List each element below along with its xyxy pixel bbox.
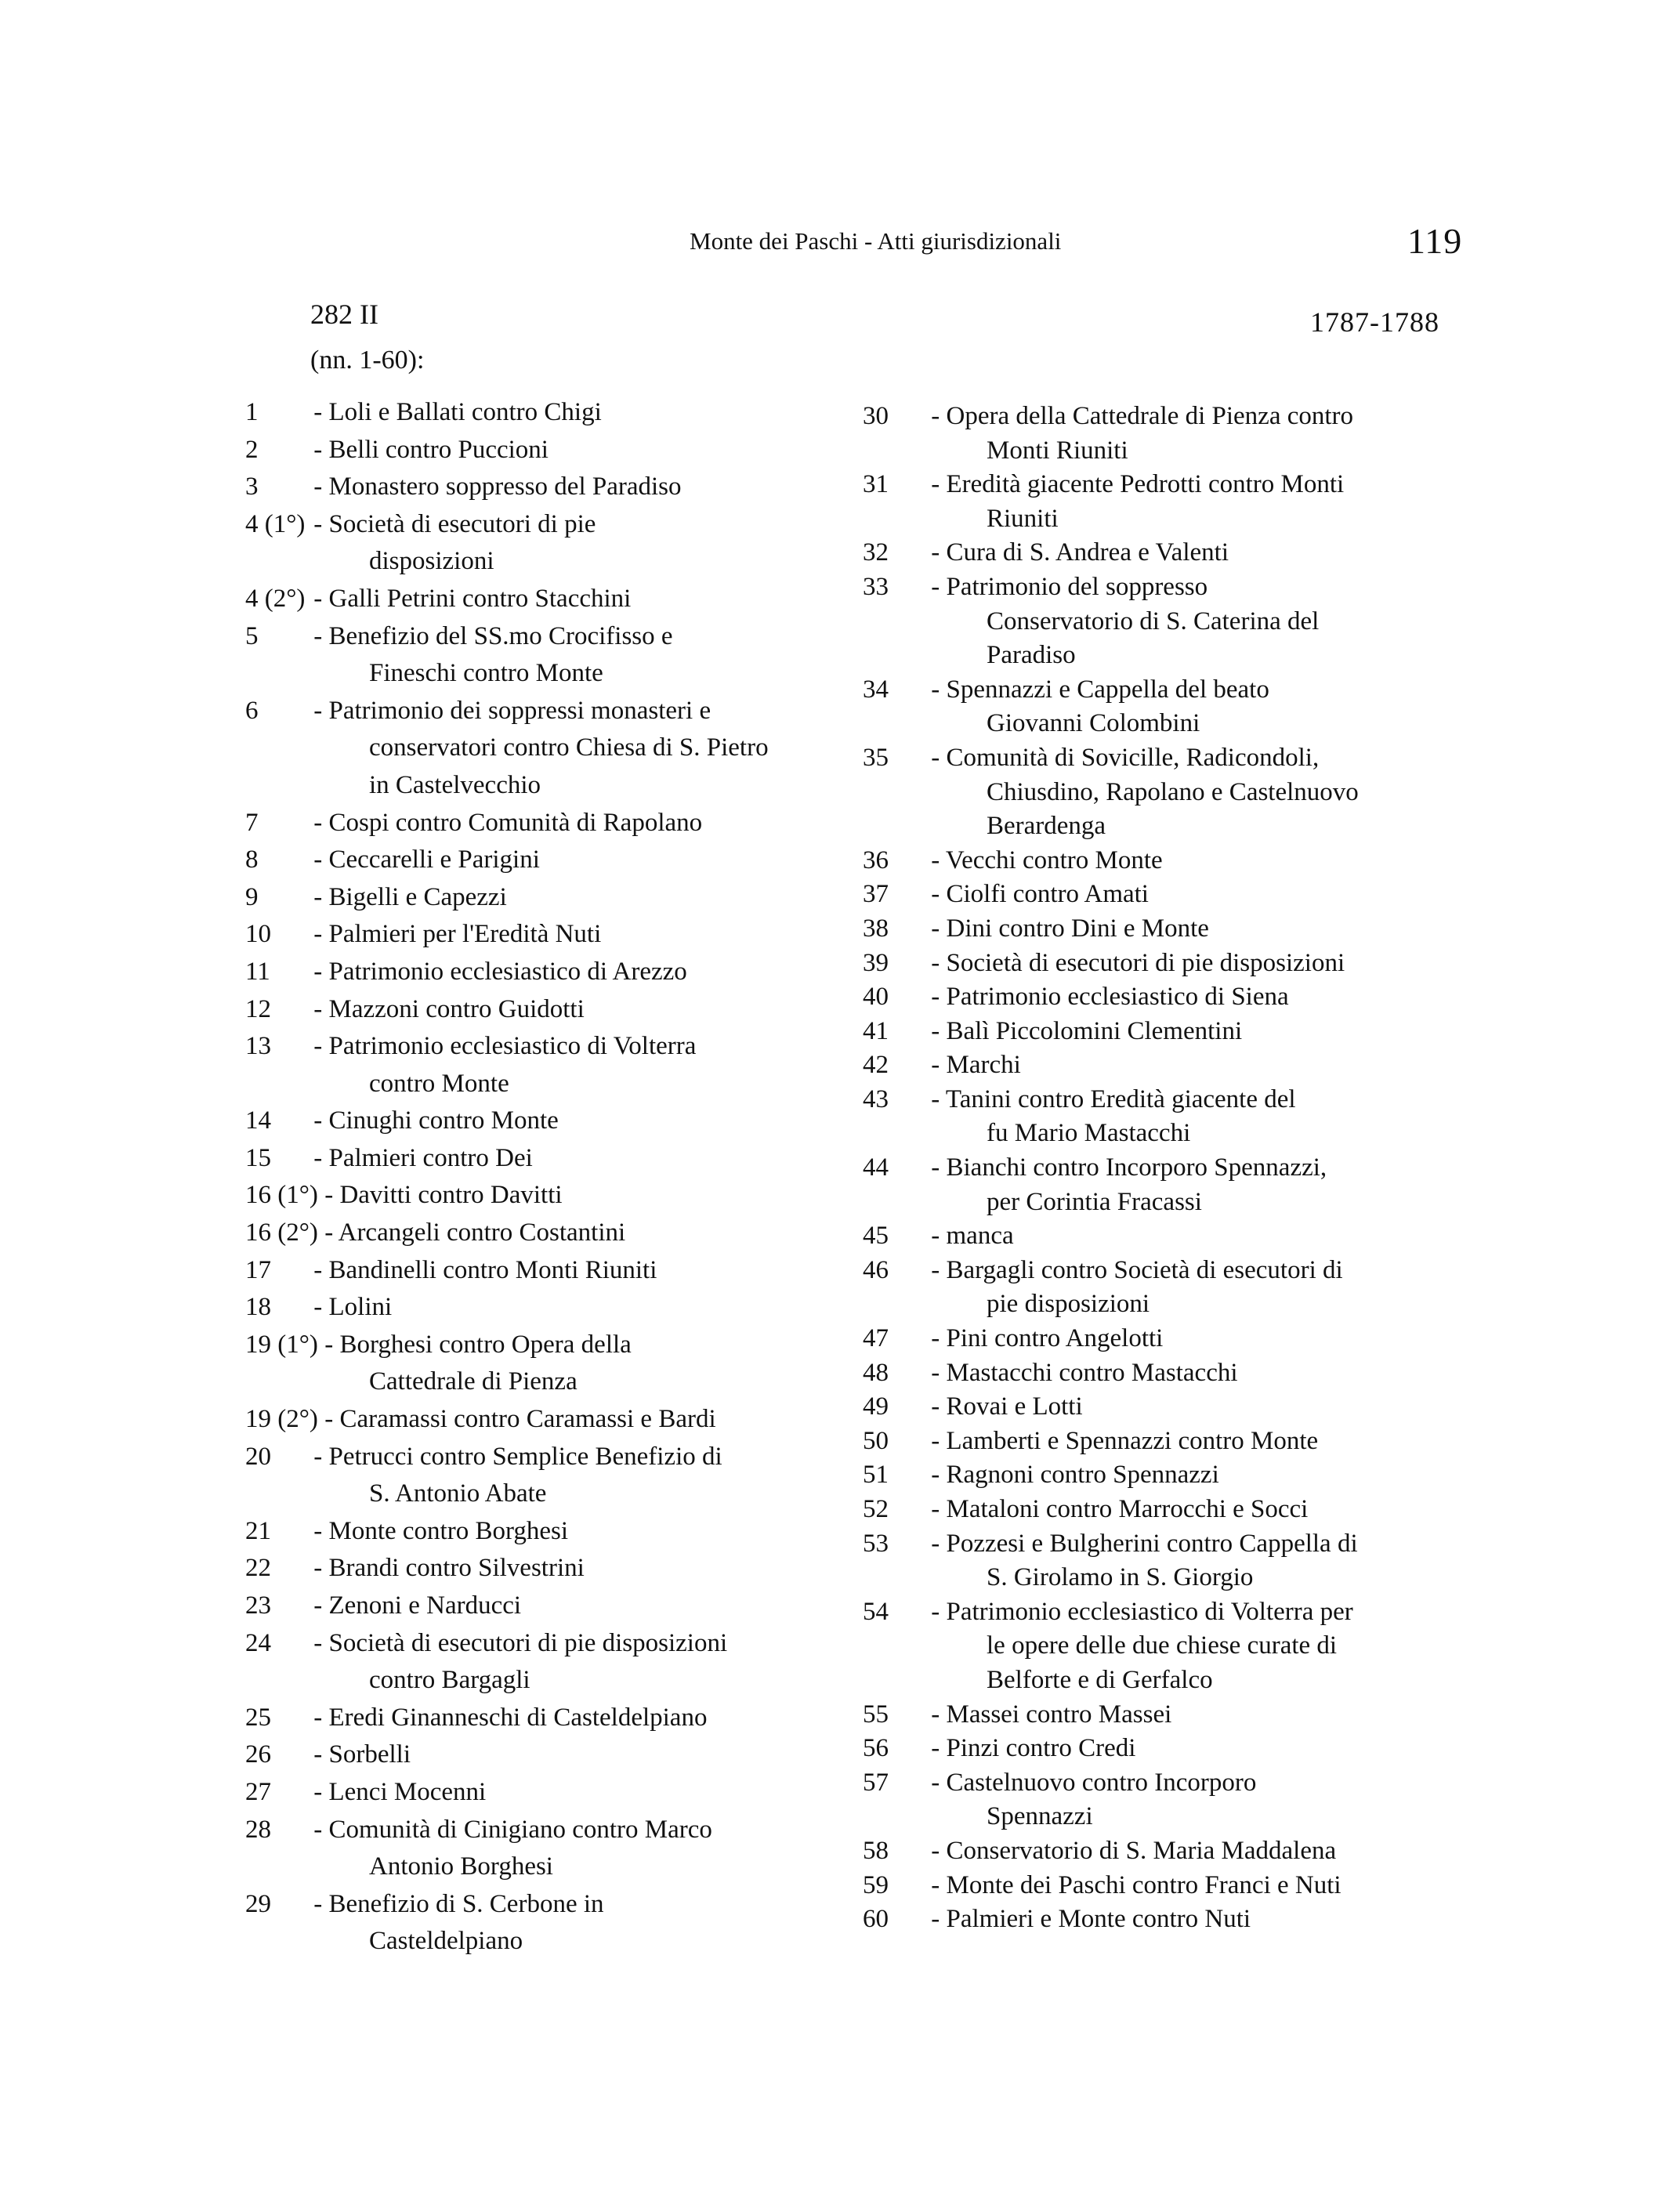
entry-number: 16 (1°) xyxy=(245,1181,318,1210)
list-item: 47 - Pini contro Angelotti xyxy=(863,1324,1164,1353)
entry-text: Palmieri contro Dei xyxy=(328,1143,533,1172)
entry-text: Giovanni Colombini xyxy=(987,709,1200,738)
entry-text: pie disposizioni xyxy=(987,1290,1150,1319)
entry-number: 19 (1°) xyxy=(245,1330,318,1359)
right-column xyxy=(863,400,1489,1937)
list-item: 22 - Brandi contro Silvestrini xyxy=(245,1554,585,1583)
entry-separator: - xyxy=(307,621,329,650)
entry-text: Tanini contro Eredità giacente del xyxy=(945,1084,1296,1113)
entry-separator: - xyxy=(307,1143,329,1172)
entry-separator: - xyxy=(307,509,329,538)
entry-text: Castelnuovo contro Incorporo xyxy=(946,1768,1257,1797)
entry-separator: - xyxy=(307,1815,329,1844)
entry-text: Spennazzi e Cappella del beato xyxy=(946,675,1269,704)
list-item: 30 - Opera della Cattedrale di Pienza contro Monti Riuniti xyxy=(863,402,1354,465)
entry-text: Società di esecutori di pie disposizioni xyxy=(946,948,1345,977)
list-item: 34 - Spennazzi e Cappella del beato Giovanni Colombini xyxy=(863,675,1269,738)
entry-text: Conservatorio di S. Maria Maddalena xyxy=(946,1836,1337,1865)
entry-separator: - xyxy=(925,1426,947,1455)
entry-separator: - xyxy=(925,538,947,567)
list-item: 3 - Monastero soppresso del Paradiso xyxy=(245,472,682,501)
list-item: 42 - Marchi xyxy=(863,1051,1021,1080)
list-item: 48 - Mastacchi contro Mastacchi xyxy=(863,1358,1238,1387)
list-item: 4 (1°) - Società di esecutori di pie disposizioni xyxy=(245,509,596,576)
entry-text: Palmieri per l'Eredità Nuti xyxy=(328,920,602,949)
entry-separator: - xyxy=(307,882,329,911)
entry-text: Patrimonio del soppresso xyxy=(946,572,1208,601)
entry-text: fu Mario Mastacchi xyxy=(987,1119,1191,1148)
page-header xyxy=(0,221,1680,273)
list-item: 10 - Palmieri per l'Eredità Nuti xyxy=(245,920,602,949)
volume-dates: 1787-1788 xyxy=(1310,306,1439,338)
list-item: 1 - Loli e Ballati contro Chigi xyxy=(245,398,602,426)
list-item: 24 - Società di esecutori di pie disposizioni contro Bargagli xyxy=(245,1628,728,1695)
entry-text: Palmieri e Monte contro Nuti xyxy=(946,1905,1251,1934)
entry-text: S. Antonio Abate xyxy=(369,1479,547,1508)
entry-separator: - xyxy=(307,1442,329,1471)
entry-text: per Corintia Fracassi xyxy=(987,1187,1202,1216)
entry-text: Ragnoni contro Spennazzi xyxy=(946,1461,1219,1490)
list-item: 45 - manca xyxy=(863,1222,1014,1251)
entry-text: Patrimonio ecclesiastico di Arezzo xyxy=(328,957,687,986)
entry-separator: - xyxy=(925,1529,947,1558)
entry-separator: - xyxy=(307,1516,329,1545)
entry-separator: - xyxy=(925,1870,947,1899)
entry-text: Benefizio di S. Cerbone in xyxy=(328,1889,604,1918)
entry-text: Benefizio del SS.mo Crocifisso e xyxy=(328,621,673,650)
entry-text: Patrimonio ecclesiastico di Volterra per xyxy=(946,1597,1353,1626)
entry-separator: - xyxy=(925,1905,947,1934)
entry-separator: - xyxy=(307,435,329,464)
entry-text: Società di esecutori di pie disposizioni xyxy=(328,1628,728,1657)
entry-separator: - xyxy=(317,1405,340,1434)
entry-separator: - xyxy=(307,808,329,837)
entry-separator: - xyxy=(925,470,947,499)
entry-text: Bigelli e Capezzi xyxy=(328,882,507,911)
entry-text: in Castelvecchio xyxy=(369,770,541,799)
entry-text: Belforte e di Gerfalco xyxy=(987,1665,1213,1694)
entry-text: contro Bargagli xyxy=(369,1666,530,1695)
list-item: 14 - Cinughi contro Monte xyxy=(245,1106,559,1135)
entry-separator: - xyxy=(307,1740,329,1769)
entry-text: Berardenga xyxy=(987,812,1106,841)
entry-text: Caramassi contro Caramassi e Bardi xyxy=(339,1405,716,1434)
list-item: 20 - Petrucci contro Semplice Benefizio di S. Antonio Abate xyxy=(245,1442,722,1508)
entry-text: Paradiso xyxy=(987,641,1076,670)
entry-number: 16 (2°) xyxy=(245,1218,318,1247)
entry-text: Monti Riuniti xyxy=(987,436,1128,465)
entry-text: Chiusdino, Rapolano e Castelnuovo xyxy=(987,777,1359,806)
entry-text: Galli Petrini contro Stacchini xyxy=(328,584,632,613)
list-item: 6 - Patrimonio dei soppressi monasteri e conservatori contro Chiesa di S. Pietro in Castelvecchio xyxy=(245,696,769,799)
entry-text: Comunità di Sovicille, Radicondoli, xyxy=(946,743,1320,772)
list-item: 32 - Cura di S. Andrea e Valenti xyxy=(863,538,1229,567)
list-item: 5 - Benefizio del SS.mo Crocifisso e Fineschi contro Monte xyxy=(245,621,673,688)
entry-separator: - xyxy=(925,402,947,430)
entry-separator: - xyxy=(307,1777,329,1806)
entry-text: Borghesi contro Opera della xyxy=(339,1330,632,1359)
entry-text: Pinzi contro Credi xyxy=(946,1734,1136,1763)
list-item: 51 - Ragnoni contro Spennazzi xyxy=(863,1461,1219,1490)
entry-text: Spennazzi xyxy=(987,1802,1093,1831)
entry-text: Bandinelli contro Monti Riuniti xyxy=(328,1255,657,1284)
entry-text: Patrimonio dei soppressi monasteri e xyxy=(328,696,711,725)
list-item: 7 - Cospi contro Comunità di Rapolano xyxy=(245,808,703,837)
list-item: 46 - Bargagli contro Società di esecutori di pie disposizioni xyxy=(863,1255,1343,1319)
list-item: 41 - Balì Piccolomini Clementini xyxy=(863,1016,1243,1045)
entry-separator: - xyxy=(925,1836,947,1865)
list-item: 38 - Dini contro Dini e Monte xyxy=(863,914,1209,943)
entry-separator: - xyxy=(307,1106,329,1135)
left-column xyxy=(245,394,871,1960)
entry-separator: - xyxy=(925,1768,947,1797)
entry-separator: - xyxy=(307,696,329,725)
entry-separator: - xyxy=(925,948,947,977)
list-item: 31 - Eredità giacente Pedrotti contro Monti Riuniti xyxy=(863,470,1345,533)
entry-separator: - xyxy=(307,398,329,426)
entry-separator: - xyxy=(307,1591,329,1620)
entry-separator: - xyxy=(925,1324,947,1353)
entry-text: S. Girolamo in S. Giorgio xyxy=(987,1563,1254,1592)
entry-text: Opera della Cattedrale di Pienza contro xyxy=(946,402,1354,430)
entry-text: Brandi contro Silvestrini xyxy=(328,1554,585,1583)
entry-number: 19 (2°) xyxy=(245,1405,318,1434)
entry-text: Antonio Borghesi xyxy=(369,1852,553,1881)
entry-separator: - xyxy=(925,983,947,1012)
list-item: 9 - Bigelli e Capezzi xyxy=(245,882,507,911)
entry-text: Comunità di Cinigiano contro Marco xyxy=(328,1815,712,1844)
list-item: 43 - Tanini contro Eredità giacente del fu Mario Mastacchi xyxy=(863,1084,1296,1148)
list-item xyxy=(245,1177,871,1215)
entry-text: Mastacchi contro Mastacchi xyxy=(946,1358,1238,1387)
list-item: 15 - Palmieri contro Dei xyxy=(245,1143,533,1172)
entry-text: Ciolfi contro Amati xyxy=(946,880,1149,909)
entry-text: Eredi Ginanneschi di Casteldelpiano xyxy=(328,1703,708,1732)
list-item: 23 - Zenoni e Narducci xyxy=(245,1591,522,1620)
entry-text: Lolini xyxy=(328,1293,393,1322)
entry-separator: - xyxy=(925,1734,947,1763)
list-item: 13 - Patrimonio ecclesiastico di Volterra contro Monte xyxy=(245,1032,697,1098)
list-item xyxy=(245,1401,871,1439)
entry-text: Mazzoni contro Guidotti xyxy=(328,994,585,1023)
entry-text: contro Monte xyxy=(369,1069,509,1098)
entry-separator: - xyxy=(307,957,329,986)
entry-separator: - xyxy=(307,584,329,613)
entry-separator: - xyxy=(307,994,329,1023)
list-item xyxy=(245,1215,871,1252)
entry-text: conservatori contro Chiesa di S. Pietro xyxy=(369,733,769,762)
list-item: 49 - Rovai e Lotti xyxy=(863,1392,1083,1421)
entry-separator: - xyxy=(317,1218,339,1247)
running-title: Monte dei Paschi - Atti giurisdizionali xyxy=(690,227,1062,255)
list-item: 35 - Comunità di Sovicille, Radicondoli, Chiusdino, Rapolano e Castelnuovo Berardenga xyxy=(863,743,1359,841)
entry-separator: - xyxy=(307,1255,329,1284)
page-number: 119 xyxy=(1407,221,1463,261)
entry-text: Balì Piccolomini Clementini xyxy=(946,1016,1243,1045)
list-item: 4 (2°) - Galli Petrini contro Stacchini xyxy=(245,584,632,613)
entry-text: Loli e Ballati contro Chigi xyxy=(328,398,602,426)
list-item: 8 - Ceccarelli e Parigini xyxy=(245,845,540,874)
list-item: 27 - Lenci Mocenni xyxy=(245,1777,487,1806)
entry-text: Monte contro Borghesi xyxy=(328,1516,569,1545)
entry-text: Patrimonio ecclesiastico di Siena xyxy=(946,983,1289,1012)
entry-text: Monastero soppresso del Paradiso xyxy=(328,472,682,501)
entry-separator: - xyxy=(925,1700,947,1729)
entry-separator: - xyxy=(925,1153,947,1182)
list-item: 18 - Lolini xyxy=(245,1293,393,1322)
entry-text: Società di esecutori di pie xyxy=(328,509,596,538)
list-item: 56 - Pinzi contro Credi xyxy=(863,1734,1136,1763)
entry-separator: - xyxy=(307,920,329,949)
entry-text: disposizioni xyxy=(369,547,494,576)
entry-text: Sorbelli xyxy=(328,1740,411,1769)
entry-separator: - xyxy=(307,1703,329,1732)
list-item: 11 - Patrimonio ecclesiastico di Arezzo xyxy=(245,957,687,986)
entry-separator: - xyxy=(925,1495,947,1523)
list-item: 53 - Pozzesi e Bulgherini contro Cappella di S. Girolamo in S. Giorgio xyxy=(863,1529,1358,1592)
entry-separator: - xyxy=(307,1293,329,1322)
entry-separator: - xyxy=(925,1255,947,1284)
list-item: 21 - Monte contro Borghesi xyxy=(245,1516,569,1545)
list-item: 58 - Conservatorio di S. Maria Maddalena xyxy=(863,1836,1337,1865)
entry-separator: - xyxy=(925,1016,947,1045)
list-item: 28 - Comunità di Cinigiano contro Marco Antonio Borghesi xyxy=(245,1815,712,1881)
entry-text: Lamberti e Spennazzi contro Monte xyxy=(946,1426,1319,1455)
entry-text: Vecchi contro Monte xyxy=(945,845,1163,874)
entry-separator: - xyxy=(925,675,947,704)
entry-separator: - xyxy=(925,1051,947,1080)
entry-text: Massei contro Massei xyxy=(946,1700,1172,1729)
entry-text: Casteldelpiano xyxy=(369,1927,523,1956)
list-item: 36 - Vecchi contro Monte xyxy=(863,845,1163,874)
entry-text: Conservatorio di S. Caterina del xyxy=(987,606,1320,635)
entry-separator: - xyxy=(307,1032,329,1061)
entry-separator: - xyxy=(307,1554,329,1583)
list-item: 59 - Monte dei Paschi contro Franci e Nuti xyxy=(863,1870,1341,1899)
list-item: 55 - Massei contro Massei xyxy=(863,1700,1172,1729)
entry-text: Fineschi contro Monte xyxy=(369,659,603,688)
entry-text: Rovai e Lotti xyxy=(946,1392,1083,1421)
entry-text: Ceccarelli e Parigini xyxy=(328,845,540,874)
entry-text: Dini contro Dini e Monte xyxy=(946,914,1209,943)
entry-separator: - xyxy=(925,880,947,909)
entry-text: Pini contro Angelotti xyxy=(946,1324,1164,1353)
entry-text: Arcangeli contro Costantini xyxy=(338,1218,626,1247)
entry-separator: - xyxy=(925,1084,946,1113)
volume-id: 282 II xyxy=(310,299,378,330)
entry-separator: - xyxy=(925,1392,947,1421)
entry-separator: - xyxy=(307,1889,329,1918)
entry-text: Cinughi contro Monte xyxy=(328,1106,559,1135)
list-item: 26 - Sorbelli xyxy=(245,1740,411,1769)
list-item: 29 - Benefizio di S. Cerbone in Casteldelpiano xyxy=(245,1889,604,1956)
list-item: 44 - Bianchi contro Incorporo Spennazzi, per Corintia Fracassi xyxy=(863,1153,1327,1216)
entry-separator: - xyxy=(925,1222,947,1251)
entry-separator: - xyxy=(925,743,947,772)
entry-text: Cospi contro Comunità di Rapolano xyxy=(328,808,703,837)
entry-text: Petrucci contro Semplice Benefizio di xyxy=(328,1442,722,1471)
entry-separator: - xyxy=(925,1358,947,1387)
list-item: 2 - Belli contro Puccioni xyxy=(245,435,549,464)
entry-text: Pozzesi e Bulgherini contro Cappella di xyxy=(946,1529,1358,1558)
entry-text: Monte dei Paschi contro Franci e Nuti xyxy=(946,1870,1341,1899)
entry-separator: - xyxy=(317,1330,340,1359)
list-item xyxy=(245,1327,871,1401)
entry-text: Marchi xyxy=(946,1051,1021,1080)
entry-text: Mataloni contro Marrocchi e Socci xyxy=(946,1495,1309,1523)
list-item: 17 - Bandinelli contro Monti Riuniti xyxy=(245,1255,657,1284)
entry-text: Davitti contro Davitti xyxy=(339,1181,563,1210)
list-item: 12 - Mazzoni contro Guidotti xyxy=(245,994,585,1023)
list-item: 52 - Mataloni contro Marrocchi e Socci xyxy=(863,1495,1309,1523)
list-item: 25 - Eredi Ginanneschi di Casteldelpiano xyxy=(245,1703,708,1732)
entry-text: manca xyxy=(946,1222,1014,1251)
entry-text: Lenci Mocenni xyxy=(328,1777,487,1806)
entry-text: Zenoni e Narducci xyxy=(328,1591,522,1620)
entry-separator: - xyxy=(317,1181,340,1210)
entry-separator: - xyxy=(925,914,947,943)
entry-separator: - xyxy=(307,1628,329,1657)
list-item: 57 - Castelnuovo contro Incorporo Spennazzi xyxy=(863,1768,1257,1831)
entry-text: Cura di S. Andrea e Valenti xyxy=(946,538,1229,567)
list-item: 50 - Lamberti e Spennazzi contro Monte xyxy=(863,1426,1319,1455)
entry-text: Belli contro Puccioni xyxy=(328,435,549,464)
entry-separator: - xyxy=(307,845,329,874)
entry-text: Patrimonio ecclesiastico di Volterra xyxy=(328,1032,697,1061)
entry-separator: - xyxy=(925,572,947,601)
list-item: 60 - Palmieri e Monte contro Nuti xyxy=(863,1905,1251,1934)
entry-separator: - xyxy=(307,472,329,501)
list-item: 40 - Patrimonio ecclesiastico di Siena xyxy=(863,983,1289,1012)
volume-range: (nn. 1-60): xyxy=(310,346,425,375)
list-item: 54 - Patrimonio ecclesiastico di Volterra per le opere delle due chiese curate di Belforte e di Gerfalco xyxy=(863,1597,1353,1694)
entry-text: le opere delle due chiese curate di xyxy=(987,1631,1338,1660)
list-item: 33 - Patrimonio del soppresso Conservatorio di S. Caterina del Paradiso xyxy=(863,572,1320,670)
entry-text: Bianchi contro Incorporo Spennazzi, xyxy=(946,1153,1327,1182)
list-item: 37 - Ciolfi contro Amati xyxy=(863,880,1149,909)
entry-text: Bargagli contro Società di esecutori di xyxy=(946,1255,1343,1284)
entry-text: Cattedrale di Pienza xyxy=(369,1367,578,1396)
entry-separator: - xyxy=(925,1461,947,1490)
entry-separator: - xyxy=(925,845,946,874)
entry-text: Riuniti xyxy=(987,504,1059,533)
entry-text: Eredità giacente Pedrotti contro Monti xyxy=(946,470,1345,499)
entry-separator: - xyxy=(925,1597,947,1626)
list-item: 39 - Società di esecutori di pie disposizioni xyxy=(863,948,1345,977)
